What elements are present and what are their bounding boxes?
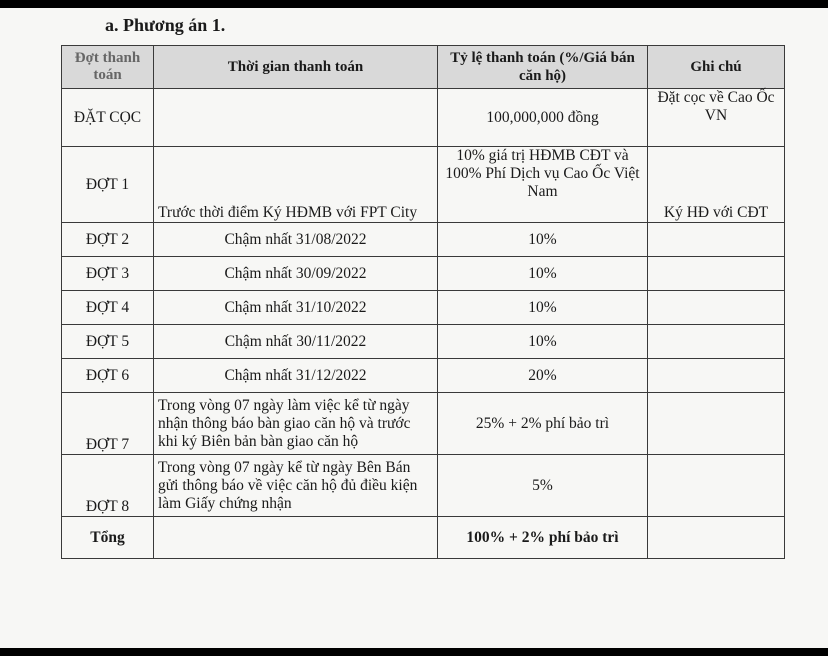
total-note-cell — [648, 517, 785, 559]
header-payment-stage: Đợt thanh toán — [62, 46, 154, 89]
ratio-cell: 10% — [438, 291, 648, 325]
table-row — [62, 291, 785, 325]
stage-cell: ĐỢT 8 — [62, 455, 154, 517]
document-page — [0, 8, 828, 648]
header-payment-time: Thời gian thanh toán — [154, 46, 438, 89]
payment-plan-table — [61, 45, 785, 559]
time-cell: Trước thời điểm Ký HĐMB với FPT City — [154, 147, 438, 223]
time-cell: Trong vòng 07 ngày làm việc kể từ ngày nhận thông báo bàn giao căn hộ và trước khi ký Biên bản bàn giao căn hộ — [154, 393, 438, 455]
section-heading: a. Phương án 1. — [105, 15, 226, 35]
header-note: Ghi chú — [648, 46, 785, 89]
note-cell — [648, 223, 785, 257]
table-row — [62, 223, 785, 257]
time-cell: Chậm nhất 30/09/2022 — [154, 257, 438, 291]
ratio-cell: 10% — [438, 257, 648, 291]
ratio-cell: 10% — [438, 223, 648, 257]
ratio-cell: 5% — [438, 455, 648, 517]
stage-cell: ĐỢT 3 — [62, 257, 154, 291]
ratio-cell: 25% + 2% phí bảo trì — [438, 393, 648, 455]
time-cell: Chậm nhất 30/11/2022 — [154, 325, 438, 359]
total-ratio-cell: 100% + 2% phí bảo trì — [438, 517, 648, 559]
note-cell — [648, 325, 785, 359]
total-label-cell: Tổng — [62, 517, 154, 559]
note-cell — [648, 359, 785, 393]
ratio-cell: 100,000,000 đồng — [438, 89, 648, 147]
note-cell — [648, 455, 785, 517]
time-cell — [154, 89, 438, 147]
total-time-cell — [154, 517, 438, 559]
table-row — [62, 257, 785, 291]
table-row — [62, 393, 785, 455]
ratio-cell: 10% giá trị HĐMB CĐT và 100% Phí Dịch vụ Cao Ốc Việt Nam — [438, 147, 648, 223]
table-row — [62, 325, 785, 359]
table-total-row — [62, 517, 785, 559]
table-header-row — [62, 46, 785, 89]
stage-cell: ĐỢT 1 — [62, 147, 154, 223]
time-cell: Chậm nhất 31/08/2022 — [154, 223, 438, 257]
note-cell — [648, 257, 785, 291]
stage-cell: ĐẶT CỌC — [62, 89, 154, 147]
stage-cell: ĐỢT 7 — [62, 393, 154, 455]
note-cell — [648, 393, 785, 455]
table-row — [62, 455, 785, 517]
stage-cell: ĐỢT 6 — [62, 359, 154, 393]
time-cell: Chậm nhất 31/12/2022 — [154, 359, 438, 393]
ratio-cell: 20% — [438, 359, 648, 393]
time-cell: Trong vòng 07 ngày kể từ ngày Bên Bán gửi thông báo về việc căn hộ đủ điều kiện làm Giấy chứng nhận — [154, 455, 438, 517]
ratio-cell: 10% — [438, 325, 648, 359]
note-cell — [648, 291, 785, 325]
table-row — [62, 147, 785, 223]
note-cell: Đặt cọc về Cao Ốc VN — [648, 89, 785, 147]
note-cell: Ký HĐ với CĐT — [648, 147, 785, 223]
stage-cell: ĐỢT 4 — [62, 291, 154, 325]
header-payment-ratio: Tỷ lệ thanh toán (%/Giá bán căn hộ) — [438, 46, 648, 89]
stage-cell: ĐỢT 5 — [62, 325, 154, 359]
time-cell: Chậm nhất 31/10/2022 — [154, 291, 438, 325]
table-row — [62, 359, 785, 393]
table-row — [62, 89, 785, 147]
stage-cell: ĐỢT 2 — [62, 223, 154, 257]
